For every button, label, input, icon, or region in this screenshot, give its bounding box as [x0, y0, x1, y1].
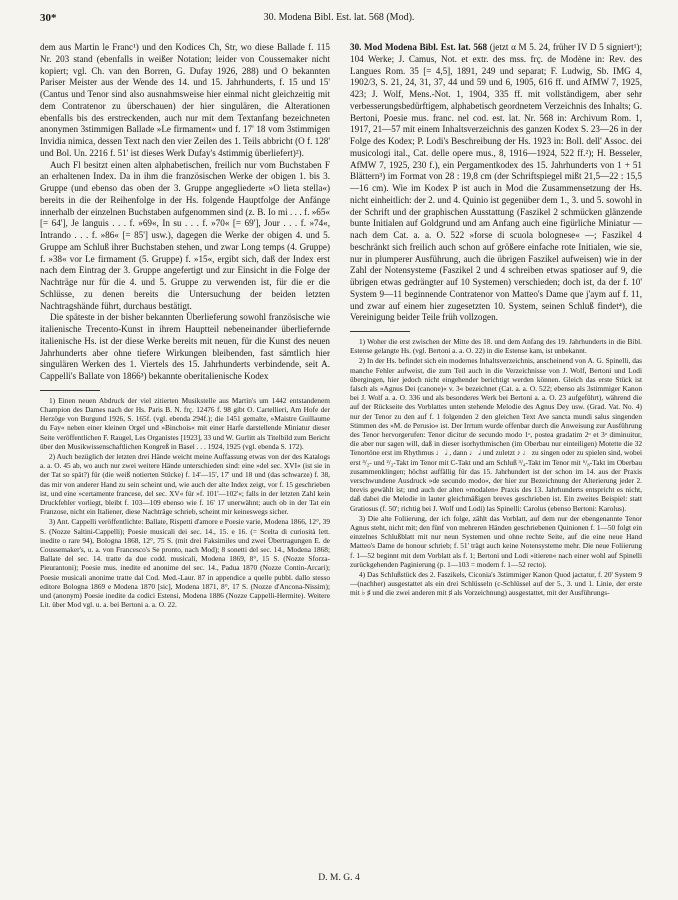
- footnote-rule: [350, 331, 410, 332]
- right-column: [350, 42, 642, 599]
- footnote-2: 2) Auch bezüglich der letzten drei Hände weicht meine Auffassung etwas von der des Katalogs a. a. O. 45 ab, wo auch nur zwei weitere Hände unterschieden sind: eine »del sec. XVI« (ist sie in der Tat so spät?) für (die weiß notierten Stücke) f. 14'—15', 17' und 18 und (das schwarze) f. 38, das mir von anderer Hand zu sein scheint und, wie auch der alte Index zeigt, vor f. 15 geschrieben ist, und eine »certamente francese, del sec. XV« für »f. 101'—102'«; falls in der letzten Zahl kein Druckfehler vorliegt, bleibt f. 103—109 ebenso wie f. 16' 17 unerwähnt; auch ob in der Tat ein Franzose, nicht ein Italiener, diese Nachträge schrieb, scheint mir keineswegs sicher.: [40, 451, 330, 517]
- right-paragraph-1: [350, 42, 642, 324]
- left-column: [40, 42, 330, 610]
- section-title: 30. Mod Modena Bibl. Est. lat. 568: [350, 42, 488, 52]
- running-title: 30. Modena Bibl. Est. lat. 568 (Mod).: [263, 12, 415, 23]
- left-paragraph-3: Die späteste in der bisher bekannten Überlieferung sowohl französische wie italienische Trecento-Kunst in ihrem Hauptteil nebeneinander überliefernde italienische Hs. ist der diese Werke bereits mit neuen, für die Kunst des neuen Jahrhunderts aber ohne tiefere Wirkungen bleibenden, fast sämtlich hier singulären Werken des 1. Viertels des 15. Jahrhunderts verbindende, seit A. Cappelli's Ballate von 1866³) bekannte oberitalienische Kodex: [40, 312, 330, 381]
- footnote-4: 4) Das Schlußstück des 2. Faszikels, Ciconia's 3stimmiger Kanon Quod jactatur, f. 20' System 9—(nachher) ausgestattet als ein drei Schlüsseln (c-Schlüssel auf der 5., 3. und 1. Linie, der erste mit ♭ ♯ und die zwei anderen mit ♯ als Vorzeichnung) ausgestattet, mit der Ausführungs-: [350, 570, 642, 598]
- signature-mark: D. M. G. 4: [318, 872, 360, 883]
- page-header: [40, 12, 638, 26]
- footnote-1: 1) Woher die erst zwischen der Mitte des 18. und dem Anfang des 19. Jahrhunderts in die Bibl. Estense gelangte Hs. (vgl. Bertoni a. a. O. 22) in die Estense kam, ist unbekannt.: [350, 337, 642, 356]
- footnote-3: 3) Die alte Foliierung, der ich folge, zählt das Vorblatt, auf dem nur der ebengenannte Tenor Agnus steht, nicht mit; den fünf von mehreren Händen geschriebenen Quinionen f. 1—50 folgt ein einzelnes Schlußblatt mit nur neun Systemen und ohne rechte Seite, auf die eine neue Hand Matteo's Dame de honour schrieb; f. 51' trägt auch keine Notensysteme mehr. Die neue Foliierung f. 1—52 beginnt mit dem Vorblatt als f. 1; Bertoni und Lodi »itieren« nach einer wohl auf Spinelli zurückgehenden Paginierung (p. 1—103 = modern f. 1—52 recto).: [350, 513, 642, 569]
- footnote-1: 1) Einen neuen Abdruck der viel zitierten Musikstelle aus Martin's um 1442 entstandenem Champion des Dames nach der Hs. Paris B. N. frç. 12476 f. 98 gibt O. Cartellieri, Am Hofe der Herzöge von Burgund 1926, S. 165f. (vgl. ebenda 294f.); die 1451 gemalte, »Maistre Guillaume du Fay« neben einer kleinen Orgel und »Binchois« mit einer Harfe darstellende Miniatur dieser Seite veröffentlichen F. Raugel, Les Organistes [1923], 33 und W. Gurlitt als Titelbild zum Bericht über den Musikwissenschaftlichen Kongreß in Basel . . . 1924, 1925 (vgl. ebenda S. 172).: [40, 395, 330, 451]
- section-body: (jetzt α M 5. 24, früher IV D 5 signiert¹); 104 Werke; J. Camus, Not. et extr. des mss. frç. de Modène in: Rev. des Langues Rom. 35 [= 4,5], 1891, 249 und separat; F. Ludwig, Sb. IMG 4, 1902/3, S. 21, 24, 31, 37, 44 und 59 und 6, 1905, 616 ff. und AfMW 7, 1925, 423; J. Wolf, Mens.-Not. 1, 1904, 335 ff. mit vollständigem, aber sehr verbesserungsbedürftigem, alphabetisch geordnetem Verzeichnis des Inhalts; G. Bertoni, Poesie mus. franc. nel cod. est. lat. Nr. 568 in: Archivum Rom. 1, 1917, 21—57 mit einem Inhaltsverzeichnis des ganzen Kodex S. 23—26 in der Folge des Kodex; P. Lodi's Beschreibung der Hs. 1923 in: Boll. dell' Assoc. dei musicologi ital., Cat. delle opere mus., 8, 1916—1924, 522 ff.²); H. Besseler, AfMW 7, 1925, 230 f.), ein Pergamentkodex des 15. Jahrhunderts von 1 + 51 Blättern³) im Format von 28 : 19,8 cm (der Schriftspiegel mißt 21,5—22 : 15,5—16 cm). Wie im Kodex P ist auch in Mod die Zusammensetzung der Hs. nicht einheitlich: der 2. und 4. Quinio ist gegenüber dem 1., 3. und 5. sowohl in der Schrift und der graphischen Ausstattung (Faszikel 2 schmücken glänzende bunte Initialen auf Goldgrund und am Anfang auch eine figürliche Miniatur — nach dem Cat. a. a. O. 522 »forse di scuola bolognese« —; Faszikel 4 beschränkt sich freilich auch schon auf größere einfache rote Initialen, wie sie, nur in plumperer Ausführung, auch die übrigen Faszikel aufweisen) wie in der Zahl der Notensysteme (Faszikel 2 und 4 schreiben etwas spatioser auf 9, die übrigen etwas gedrängter auf 10 Systemen) verschieden; doch ist, da der f. 10' System 9—11 beginnende Contratenor von Matteo's Dame que j'aym auf f. 11, und zwar auf einem hier zugesetzten 10. System, seinen Schluß findet⁴), die Vereinigung beider Teile früh vollzogen.: [350, 42, 643, 323]
- right-footnotes: [350, 337, 642, 598]
- left-footnotes: [40, 396, 330, 610]
- left-paragraph-1: dem aus Martin le Franc¹) und den Kodices Ch, Str, wo diese Ballade f. 115 Nr. 203 stand (ebenfalls in weißer Notation; leider von Coussemaker nicht kopiert; vgl. Ch. van den Borren, G. Dufay 1926, 288) und O bekannten Pariser Meister aus der Wende des 14. und 15. Jahrhunderts, f. 15 und 15' (Cantus und Tenor sind also ausnahmsweise hier einmal nicht gleichzeitig mit dem Contratenor zu überschauen) der hier singulären, die Alterationen ebenfalls bis des erstreckenden, auch nur mit dem Textanfang bezeichneten anonymen 3stimmigen Ballade »Le firmament« und f. 17' 18 vom 3stimmigen Invidia nimica, dessen Text nach den vier Zeilen des 1. Teils abbricht (O f. 128' und Bol. Un. 2216 f. 51' ist dieses Werk Dufay's 4stimmig überliefert)²).: [40, 42, 330, 158]
- footnote-3: 3) Ant. Cappelli veröffentlichte: Ballate, Rispetti d'amore e Poesie varie, Modena 1866, 12°, 39 S. (Nozze Saltini-Cappelli); Poesie musicali dei sec. 14., 15. e 16. (= Scelta di curiosità lett. inedite o rare 94), Bologna 1868, 12°, 75 S. (mit drei Faksimiles und zwei Übertragungen E. de Coussemaker's, u. a. von Francesco's Se pronto, nach Mod); 8 sonetti del sec. 14., Modena 1868; Ballate del sec. 14. tratte da due codd. musicali, Modena 1869, 8°, 15 S. (Nozze Sforza-Pieurantoni); Poesie mus. inedite ed anonime del sec. 14., Padua 1870 (Nozze Contin-Arcari); Poesie musicali anonime tratte dal Cod. Med.-Laur. 87 in appendice a quelle pubbl. dallo stesso editore Bologna 1869 e Modena 1870 [sic], Modena 1871, 8°, 17 S. (Nozze d'Ancona-Nissim); und (anonym) Poesie inedite da codici Estensi, Modena 1886 (Nozze Cappelli-Hermite). Weitere Lit. über Mod vgl. u. a. bei Bertoni a. a. O. 22.: [40, 517, 330, 610]
- page-number: 30*: [40, 12, 57, 24]
- left-paragraph-2: Auch Fl besitzt einen alten alphabetischen, freilich nur vom Buchstaben F an erhaltenen Index. Da in ihm die französischen Werke der obigen 1. bis 3. Gruppe (und ebenso das oben der 3. Gruppe angegliederte »O lieta stella«) bereits in die der Reihenfolge in der Hs. folgende Hauptfolge der Anfänge innerhalb der einzelnen Buchstaben aufgenommen sind (z. B. Io mi . . . f. »65« [= 64'], Je languis . . . f. »69«, In su . . . f. »70« [= 69'], Jour . . . f. »74«, Intrando . . . f. »86« [= 85'] usw.), dagegen die Werke der obigen 4. und 5. Gruppe am Schluß ihrer Buchstaben stehen, und zwar Long temps (4. Gruppe) f. »38« vor Le firmament (5. Gruppe) f. »15«, ergibt sich, daß der Index erst nach dem Eintrag der 3. Gruppe angefertigt und zur Einsicht in die Folge der Nachträge nur für die 4. und 5. Gruppe zu verwenden ist, für die er die Schlüsse, zu denen bereits die Untersuchung der beiden letzten Nachtragshände führt, durchaus bestätigt.: [40, 159, 330, 311]
- footnote-2: 2) In der Hs. befindet sich ein modernes Inhaltsverzeichnis, anscheinend von A. G. Spinelli, das manche Fehler aufweist, die zum Teil auch in die Verzeichnisse von J. Wolf, Bertoni und Lodi übergingen, hier jedoch nicht eingehender berichtigt werden können. Gleich das erste Stück ist falsch als »Agnus Dei (canone)« v. 3« bezeichnet (Cat. a. a. O. 522; ebenso als 3stimmiger Kanon bei J. Wolf a. a. O. 336 und als besonderes Werk bei Bertoni a. a. O. 23 aufgeführt), während die auf der Rückseite des Vorblattes unten stehende Melodie des Agnus Dey usw. (Grad. Vat. No. 4) nur der Tenor zu den auf f. 1 folgenden 2 den gleichen Text Ave sancta mundi salus singenden Stimmen des »M. de Perusio« ist. Der Irrtum wurde offenbar durch die Anweisung zur Ausführung des Tenor hervorgerufen: Tenor dicitur de secundo modo 1ᵒ, postea gradatim 2ᵒ et 3ᵒ diminuitur, die aber nur sagen will, daß in dieser isorhythmischen (im Oberbau nur einteiligen) Motette die 32 Tenortöne erst im Rhythmus ♩ 𝅗𝅥 , dann ♩ 𝅗𝅥 und zuletzt ♪ ♩ zu singen oder zu spielen sind, wobei erst ³/₂- und ²/₂-Takt im Tenor mit C-Takt und am Schluß ³/₄-Takt im Tenor mit ⁶/₈-Takt im Oberbau zusammenklingen; höchst auffällig für das 15. Jahrhundert ist der schon im 14. aus der Praxis verschwundene Ausdruck »de secundo modo«, der hier zur Bezeichnung der Alterierung jeder 2. brevis gewählt ist; und auch der alten »modalen« Praxis des 13. Jahrhunderts entspricht es nicht, daß dabei die Melodie in lauter gleichmäßigen breves geschrieben ist. Ein zweites Beispiel: statt Gratiosus (f. 50'; richtig bei J. Wolf und Lodi) las Spinelli: Carolus (ebenso Bertoni: Karolus).: [350, 356, 642, 513]
- footnote-rule: [40, 390, 100, 391]
